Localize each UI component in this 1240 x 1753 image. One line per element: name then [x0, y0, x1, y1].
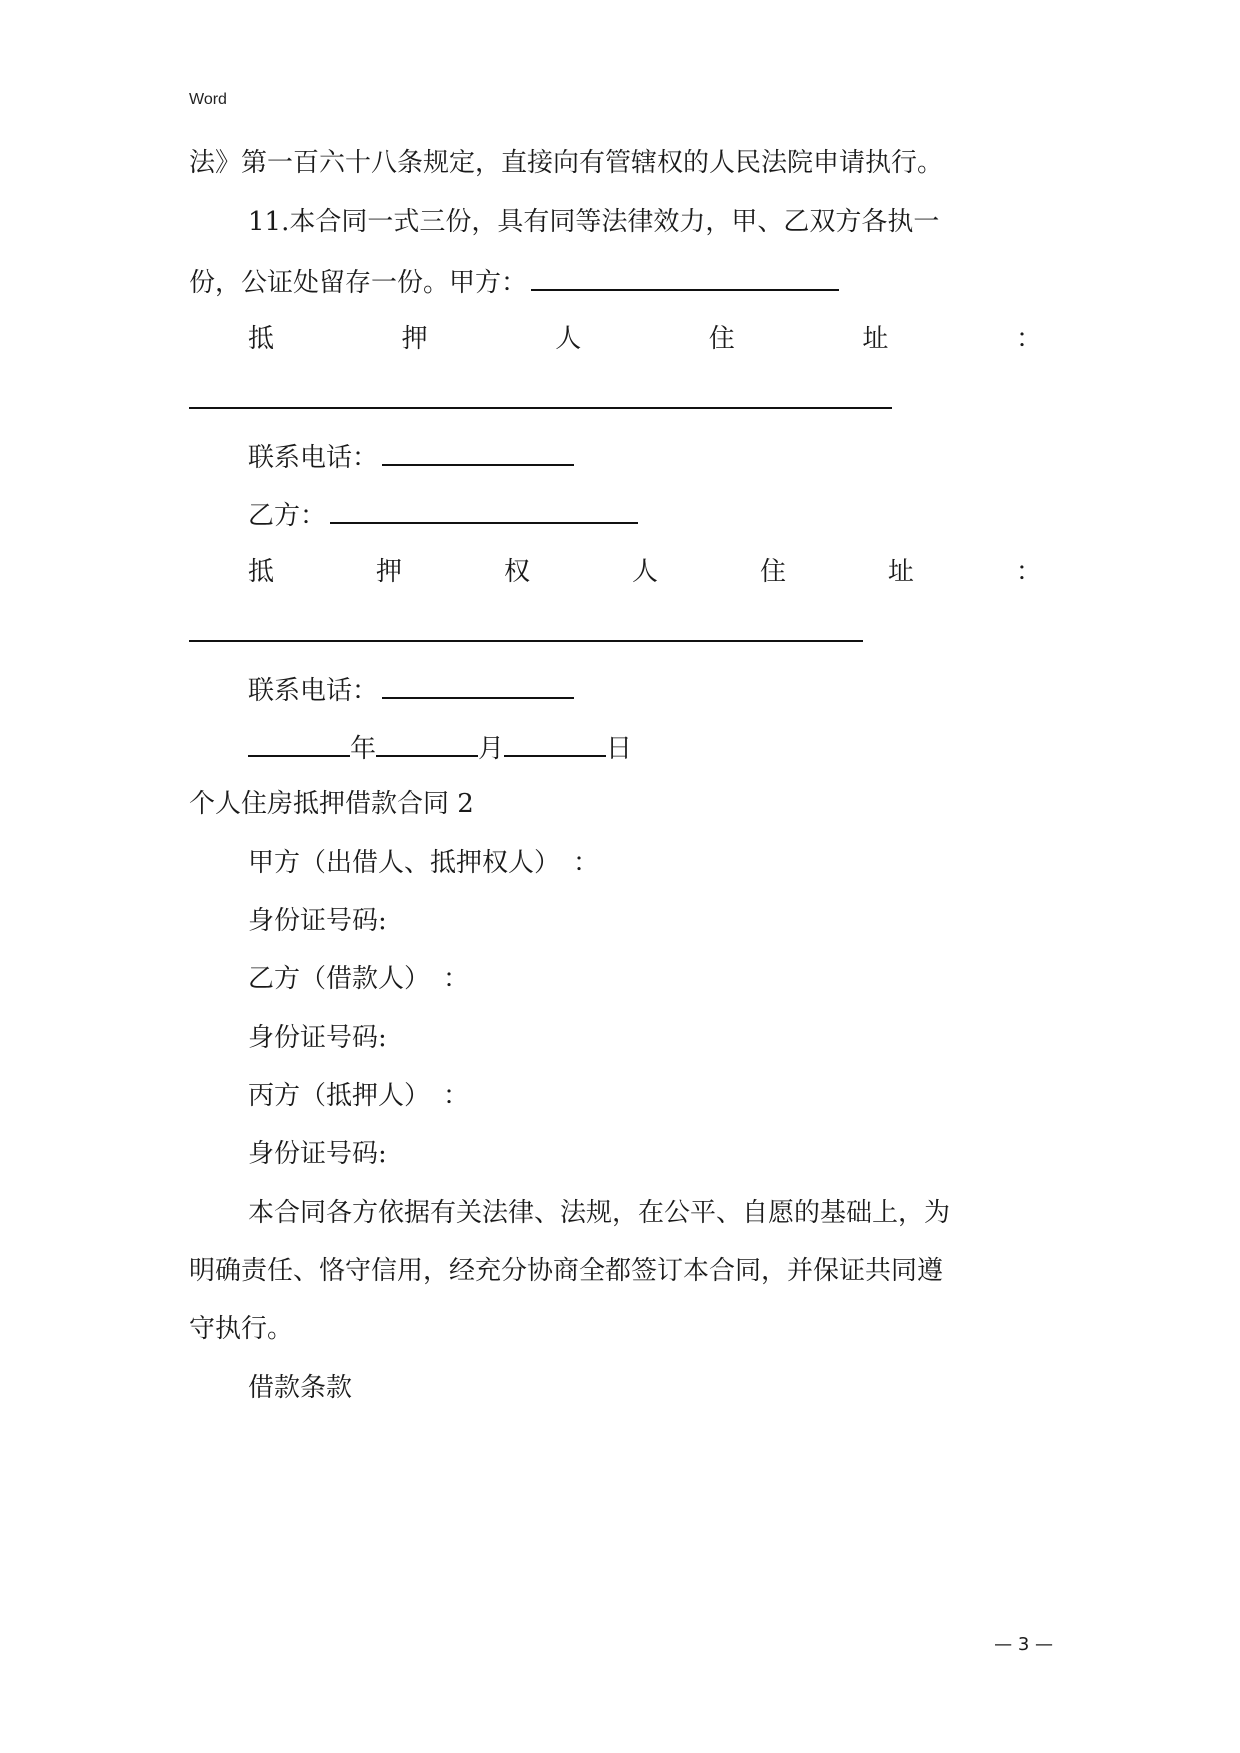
char: ： — [1015, 324, 1042, 354]
mortgagor-address-blank — [189, 407, 892, 409]
text-line: 丙方（抵押人） ： — [248, 1081, 470, 1111]
header-label: Word — [189, 91, 227, 108]
char: 押 — [401, 324, 428, 354]
month-blank — [376, 729, 478, 757]
text-line — [248, 671, 574, 708]
char: 人 — [555, 324, 582, 354]
text-line — [248, 496, 638, 533]
mortgagee-address-label — [248, 555, 1042, 589]
month-label: 月 — [478, 734, 505, 764]
clause-heading: 借款条款 — [248, 1373, 353, 1403]
phone-label: 联系电话： — [248, 676, 379, 706]
phone-blank — [382, 671, 574, 699]
char: 押 — [375, 557, 402, 587]
mortgagor-address-label — [248, 322, 1042, 356]
section-title: 个人住房抵押借款合同 2 — [189, 789, 474, 819]
char: 住 — [708, 324, 735, 354]
mortgagee-address-blank — [189, 640, 863, 642]
text-line — [248, 438, 574, 475]
char: 人 — [631, 557, 658, 587]
year-label: 年 — [350, 734, 377, 764]
text-line: 甲方（出借人、抵押权人） ： — [248, 848, 600, 878]
paragraph-line: 本合同各方依据有关法律、法规，在公平、自愿的基础上，为 — [248, 1198, 951, 1228]
party-a-label: 份，公证处留存一份。甲方： — [189, 268, 528, 298]
page-number: — 3 — — [994, 1634, 1053, 1655]
phone-label: 联系电话： — [248, 443, 379, 473]
text-line: 身份证号码: — [248, 906, 387, 936]
paragraph-line: 守执行。 — [189, 1314, 294, 1344]
text-line: 乙方（借款人） ： — [248, 964, 470, 994]
char: 址 — [887, 557, 914, 587]
day-label: 日 — [606, 734, 633, 764]
char: 址 — [862, 324, 889, 354]
date-line — [248, 729, 632, 766]
text-line: 身份证号码: — [248, 1023, 387, 1053]
text-line — [189, 263, 839, 300]
day-blank — [504, 729, 606, 757]
text-line: 11.本合同一式三份，具有同等法律效力，甲、乙双方各执一 — [248, 207, 940, 237]
party-a-blank — [531, 263, 839, 291]
text-line: 身份证号码: — [248, 1139, 387, 1169]
char: 权 — [503, 557, 530, 587]
party-b-blank — [330, 496, 638, 524]
char: ： — [1015, 557, 1042, 587]
year-blank — [248, 729, 350, 757]
char: 抵 — [248, 324, 275, 354]
char: 住 — [759, 557, 786, 587]
paragraph-line: 明确责任、恪守信用，经充分协商全都签订本合同，并保证共同遵 — [189, 1256, 944, 1286]
char: 抵 — [248, 557, 275, 587]
phone-blank — [382, 438, 574, 466]
text-line: 法》第一百六十八条规定，直接向有管辖权的人民法院申请执行。 — [189, 148, 944, 178]
party-b-label: 乙方： — [248, 501, 327, 531]
